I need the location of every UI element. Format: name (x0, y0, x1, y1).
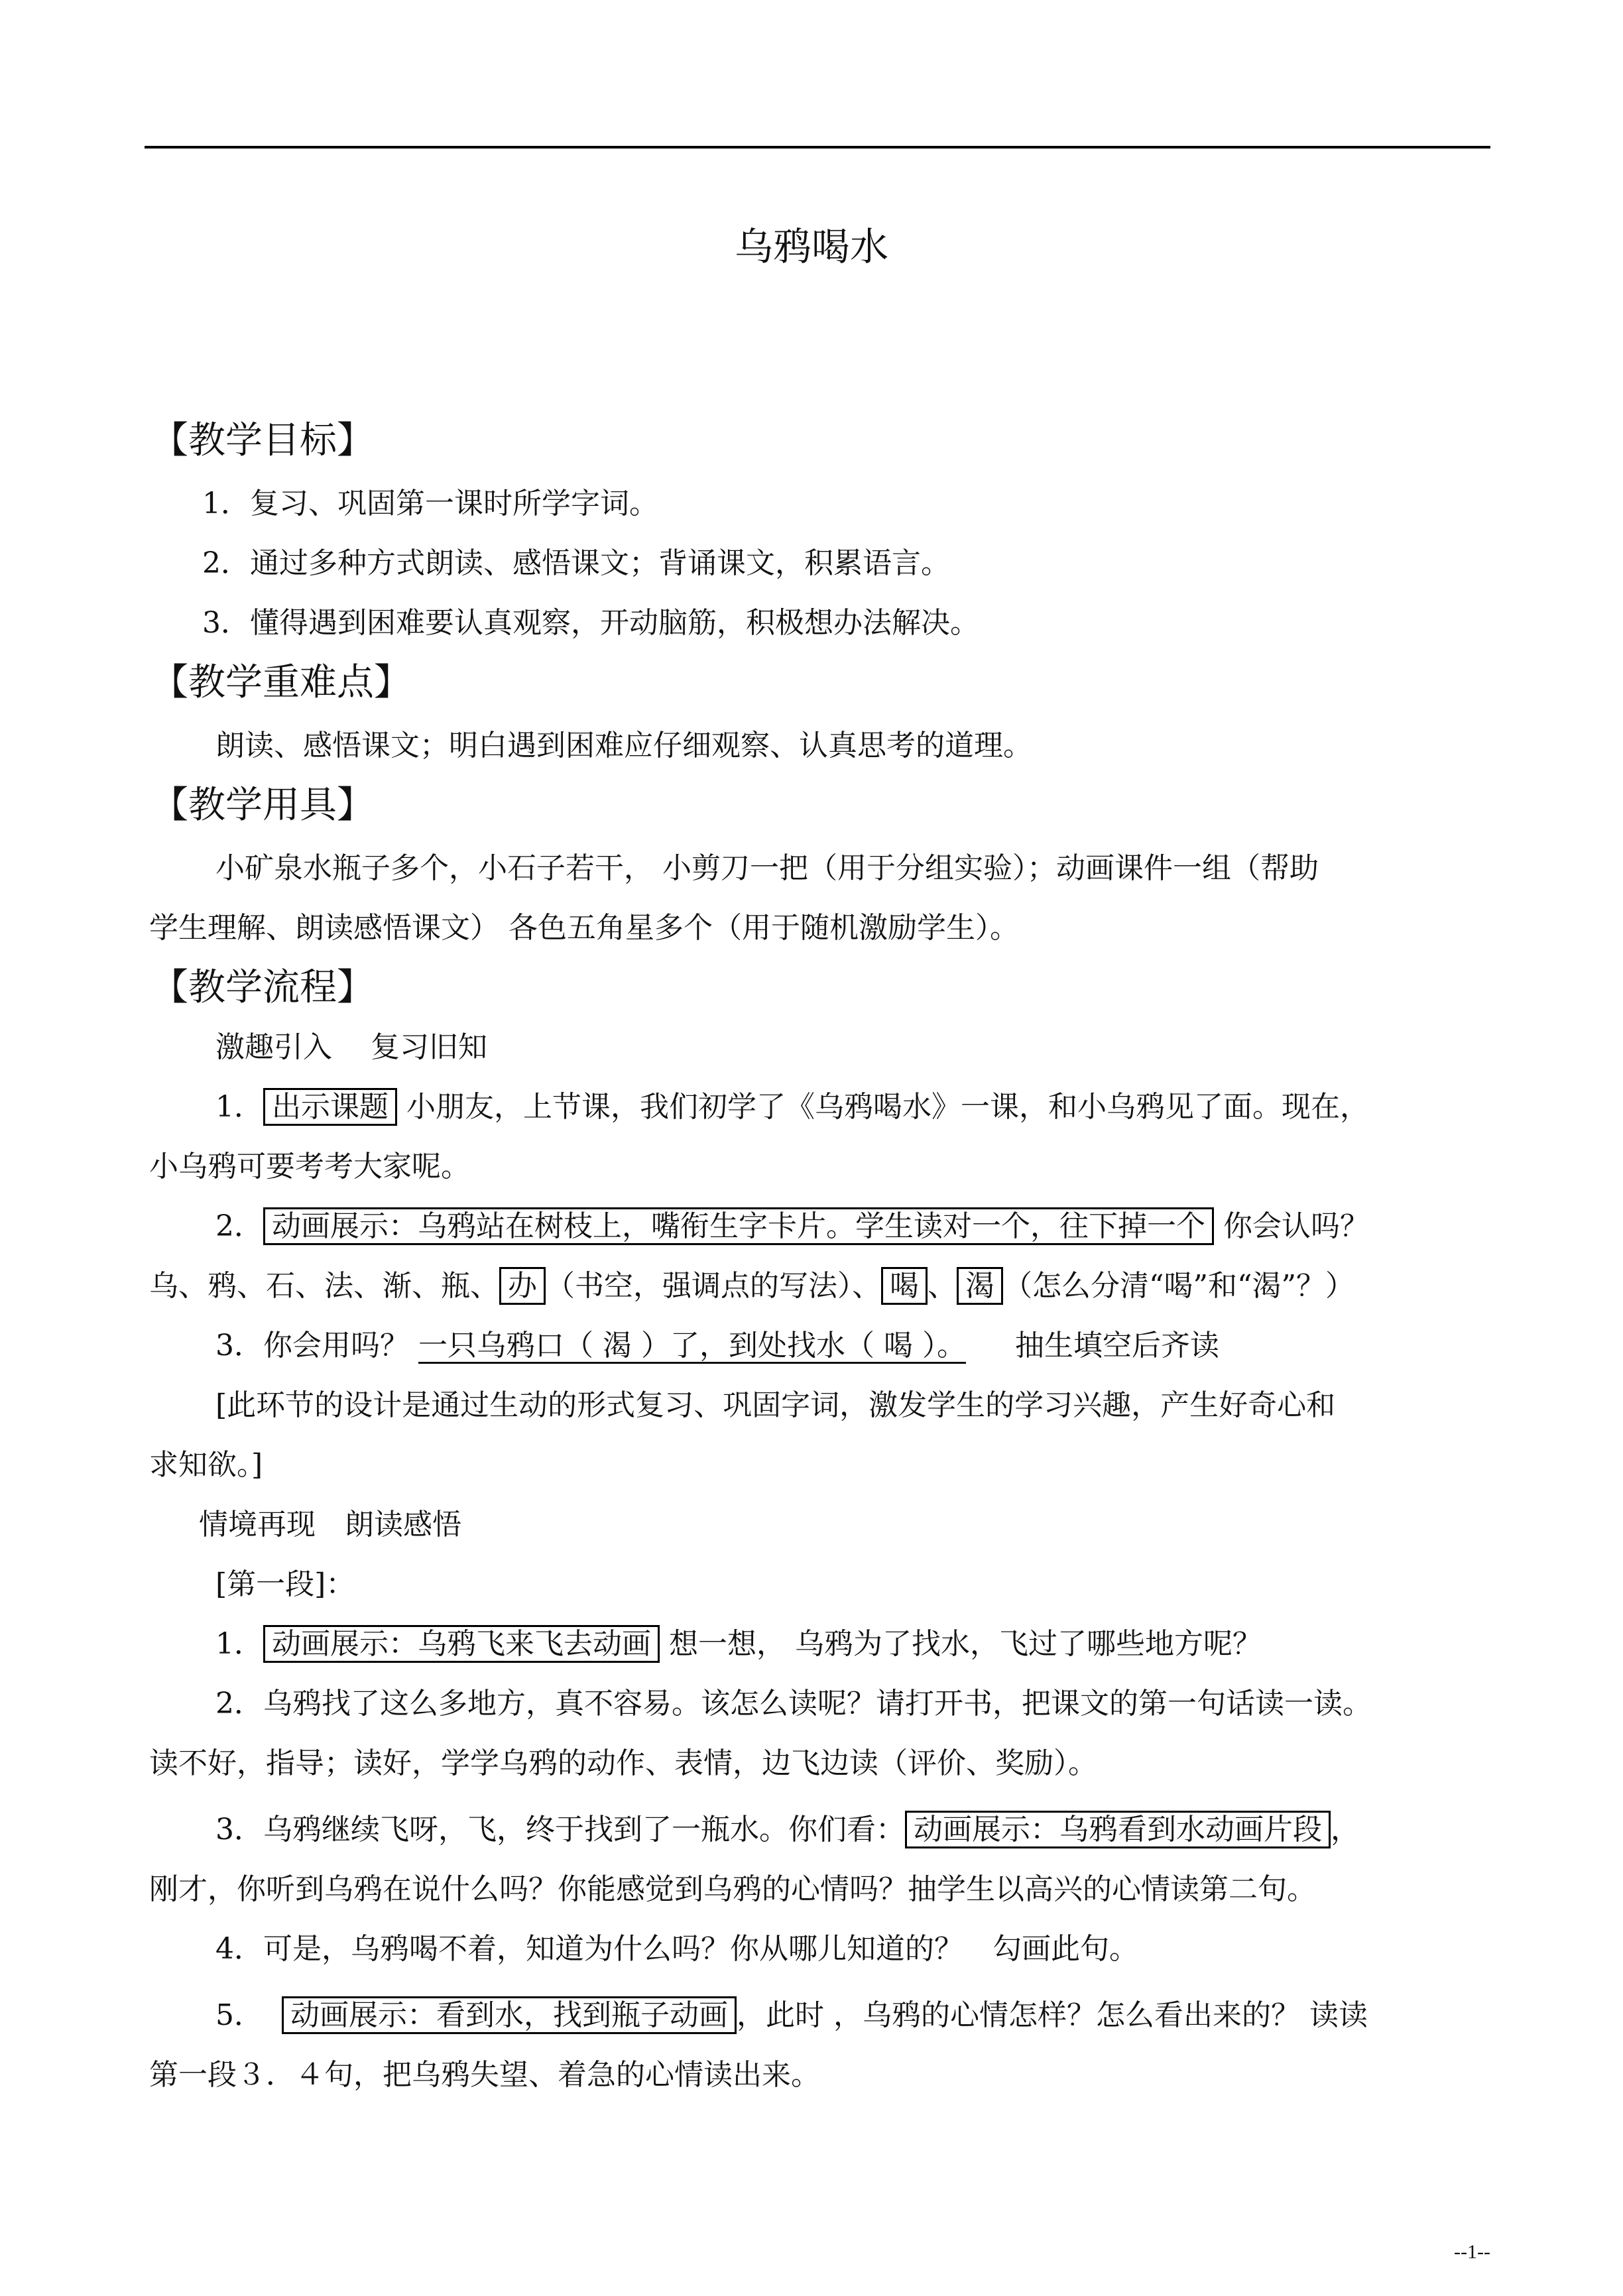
step-text: ，此时 ，乌鸦的心情怎样？怎么看出来的？ 读读 (737, 1998, 1368, 2032)
step-number: 3． (215, 1329, 263, 1362)
reading-step-4: 4．可是，乌鸦喝不着，知道为什么吗？你从哪儿知道的？ 勾画此句。 (215, 1932, 1138, 1966)
design-note-line: [此环节的设计是通过生动的形式复习、巩固字词，激发学生的学习兴趣，产生好奇心和 (215, 1388, 1336, 1422)
step-1 (215, 1087, 1369, 1127)
fill-in-sentence: 一只乌鸦口（ 渴 ）了，到处找水（ 喝 ）。 (418, 1329, 966, 1362)
reading-step-1 (215, 1624, 1262, 1664)
boxed-cue: 出示课题 (263, 1088, 397, 1126)
step-3 (215, 1326, 1219, 1366)
reading-step-5-continued: 第一段３．４句，把乌鸦失望、着急的心情读出来。 (149, 2058, 820, 2092)
tools-text-line: 学生理解、朗读感悟课文） 各色五角星多个（用于随机激励学生）。 (149, 911, 1019, 945)
section-heading-goals: 【教学目标】 (151, 419, 374, 462)
step-2-continued (149, 1266, 1354, 1306)
boxed-cue: 动画展示：看到水，找到瓶子动画 (282, 1996, 737, 2034)
section-heading-tools: 【教学用具】 (151, 784, 374, 827)
document-title: 乌鸦喝水 (734, 224, 888, 269)
step-1-continued: 小乌鸦可要考考大家呢。 (149, 1150, 470, 1183)
goal-item: 2．通过多种方式朗读、感悟课文；背诵课文，积累语言。 (202, 546, 950, 580)
step-text: 你会认吗？ (1223, 1209, 1369, 1243)
goal-item: 1．复习、巩固第一课时所学字词。 (202, 487, 658, 520)
boxed-cue: 动画展示：乌鸦看到水动画片段 (905, 1811, 1331, 1848)
header-rule (145, 146, 1490, 149)
tools-text-line: 小矿泉水瓶子多个，小石子若干， 小剪刀一把（用于分组实验）；动画课件一组（帮助 (215, 851, 1319, 885)
step-text: 抽生填空后齐读 (1014, 1329, 1219, 1362)
punctuation: ， (1331, 1813, 1360, 1846)
step-number: 1． (215, 1090, 263, 1124)
step-number: 1． (215, 1627, 263, 1661)
step-text: 你会用吗？ (263, 1329, 409, 1362)
step-2 (215, 1207, 1369, 1246)
step-text: 想一想， 乌鸦为了找水，飞过了哪些地方呢？ (669, 1627, 1262, 1661)
reading-step-3 (215, 1810, 1360, 1850)
reading-step-2: 2．乌鸦找了这么多地方，真不容易。该怎么读呢？请打开书，把课文的第一句话读一读。 (215, 1687, 1372, 1721)
paragraph-label: [第一段]： (215, 1567, 355, 1601)
goal-item: 3．懂得遇到困难要认真观察，开动脑筋，积极想办法解决。 (202, 606, 979, 640)
note-text: （怎么分清“喝”和“渴”？） (1003, 1269, 1354, 1303)
reading-step-5 (215, 1996, 1368, 2035)
boxed-cue: 动画展示：乌鸦飞来飞去动画 (263, 1625, 660, 1663)
boxed-character: 喝 (881, 1267, 928, 1305)
step-number: 5． (215, 1998, 263, 2032)
reading-step-2-continued: 读不好，指导；读好，学学乌鸦的动作、表情，边飞边读（评价、奖励）。 (149, 1746, 1097, 1780)
design-note-line: 求知欲。] (149, 1448, 263, 1482)
step-text: 3．乌鸦继续飞呀，飞，终于找到了一瓶水。你们看： (215, 1813, 905, 1846)
page-number: --1-- (1454, 2241, 1490, 2263)
section-heading-keypoints: 【教学重难点】 (151, 661, 411, 704)
separator: 、 (928, 1269, 957, 1303)
keypoints-text: 朗读、感悟课文；明白遇到困难应仔细观察、认真思考的道理。 (215, 729, 1032, 762)
step-text: 小朋友，上节课，我们初学了《乌鸦喝水》一课，和小乌鸦见了面。现在， (406, 1090, 1369, 1124)
reading-step-3-continued: 刚才，你听到乌鸦在说什么吗？你能感觉到乌鸦的心情吗？抽学生以高兴的心情读第二句。 (149, 1872, 1316, 1906)
character-list: 乌、鸦、石、法、渐、瓶、 (149, 1269, 499, 1303)
boxed-character: 办 (499, 1267, 546, 1305)
subheading-review: 激趣引入 复习旧知 (215, 1030, 487, 1064)
section-heading-flow: 【教学流程】 (151, 966, 374, 1009)
note-text: （书空，强调点的写法）、 (546, 1269, 881, 1303)
boxed-character: 渴 (957, 1267, 1003, 1305)
boxed-cue: 动画展示：乌鸦站在树枝上，嘴衔生字卡片。学生读对一个，往下掉一个 (263, 1207, 1214, 1245)
step-number: 2． (215, 1209, 263, 1243)
subheading-reading: 情境再现 朗读感悟 (199, 1508, 461, 1541)
